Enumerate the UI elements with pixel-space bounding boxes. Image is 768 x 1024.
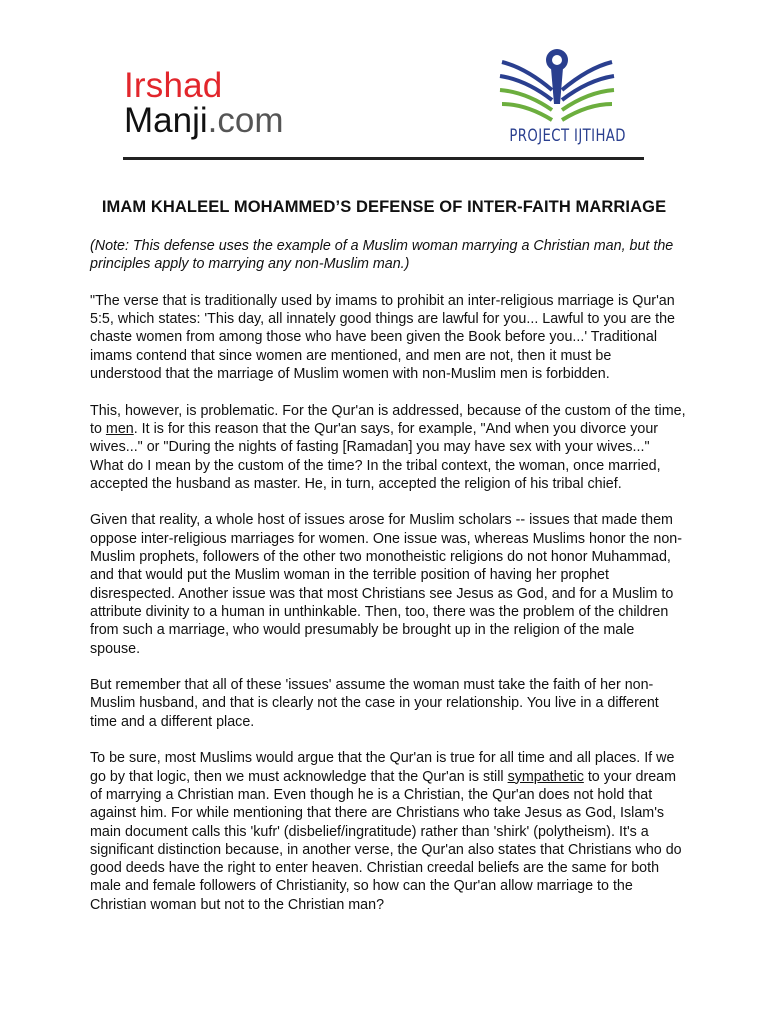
underlined-men: men <box>105 420 134 437</box>
paragraph-4: But remember that all of these 'issues' assume the woman must take the faith of her non-Muslim husband, and that is clearly not the case in your relationship. You live in a different time and a different place. <box>90 677 659 730</box>
header-divider <box>123 157 644 160</box>
paragraph-1: "The verse that is traditionally used by imams to prohibit an inter-religious marriage is Qur'an 5:5, which states: 'This day, all innately good things are lawful for you... Lawful to you are the chaste women from among those who have been given the Book before you...' Traditional imams contend that since women are mentioned, and men are not, then it must be understood that the marriage of Muslim women with non-Muslim men is forbidden. <box>90 292 675 383</box>
note-paragraph: (Note: This defense uses the example of a Muslim woman marrying a Christian man, but the principles apply to marrying any non-Muslim man.) <box>90 238 674 273</box>
paragraph-5 <box>90 749 686 914</box>
document-body <box>90 237 686 932</box>
paragraph-2-text-a: This, however, is problematic. For the Qur'an is addressed, because of the custom of the time, to <box>90 402 686 437</box>
irshad-manji-logo[interactable] <box>124 68 284 138</box>
document-title: IMAM KHALEEL MOHAMMED’S DEFENSE OF INTER-FAITH MARRIAGE <box>101 198 667 216</box>
logo-dotcom: .com <box>207 101 284 140</box>
page-header <box>0 0 768 170</box>
paragraph-2 <box>90 402 686 493</box>
project-ijtihad-wordmark: PROJECT IJTIHAD <box>509 126 626 146</box>
paragraph-5-text-a: To be sure, most Muslims would argue that the Qur'an is true for all time and all places. If we go by that logic, then we must acknowledge that the Qur'an is still <box>90 750 675 785</box>
underlined-sympathetic: sympathetic <box>507 768 584 785</box>
keyhole-book-icon <box>496 46 618 126</box>
logo-manji-main: Manji <box>124 101 208 140</box>
paragraph-5-text-b: to your dream of marrying a Christian man. Even though he is a Christian, the Qur'an does not hold that against him. For while mentioning that there are Christians who take Jesus as God, Islam's main document calls this 'kufr' (disbelief/ingratitude) rather than 'shirk' (polytheism). It's a significant distinction because, in another verse, the Qur'an also states that Christians who do good deeds have the right to enter heaven. Christian creedal beliefs are the same for both male and female followers of Christianity, so how can the Qur'an allow marriage to the Christian woman but not to the Christian man? <box>90 768 682 913</box>
paragraph-2-text-b: . It is for this reason that the Qur'an says, for example, "And when you divorce your wives..." or "During the nights of fasting [Ramadan] you may have sex with your wives..." What do I mean by the custom of the time? In the tribal context, the woman, once married, accepted the husband as master. He, in turn, accepted the religion of his tribal chief. <box>90 420 661 492</box>
paragraph-3: Given that reality, a whole host of issues arose for Muslim scholars -- issues that made them oppose inter-religious marriages for women. One issue was, whereas Muslims honor the non-Muslim prophets, followers of the other two monotheistic religions do not honor Muhammad, and that would put the Muslim woman in the terrible position of having her prophet disrespected. Another issue was that most Christians see Jesus as God, and for a Muslim to attribute divinity to a human in unthinkable. Then, too, there was the problem of the children from such a marriage, who would presumably be brought up in the religion of the male spouse. <box>90 512 683 657</box>
project-ijtihad-logo[interactable] <box>496 46 626 150</box>
logo-manji-text <box>124 103 284 138</box>
logo-irshad-text: Irshad <box>124 66 223 105</box>
